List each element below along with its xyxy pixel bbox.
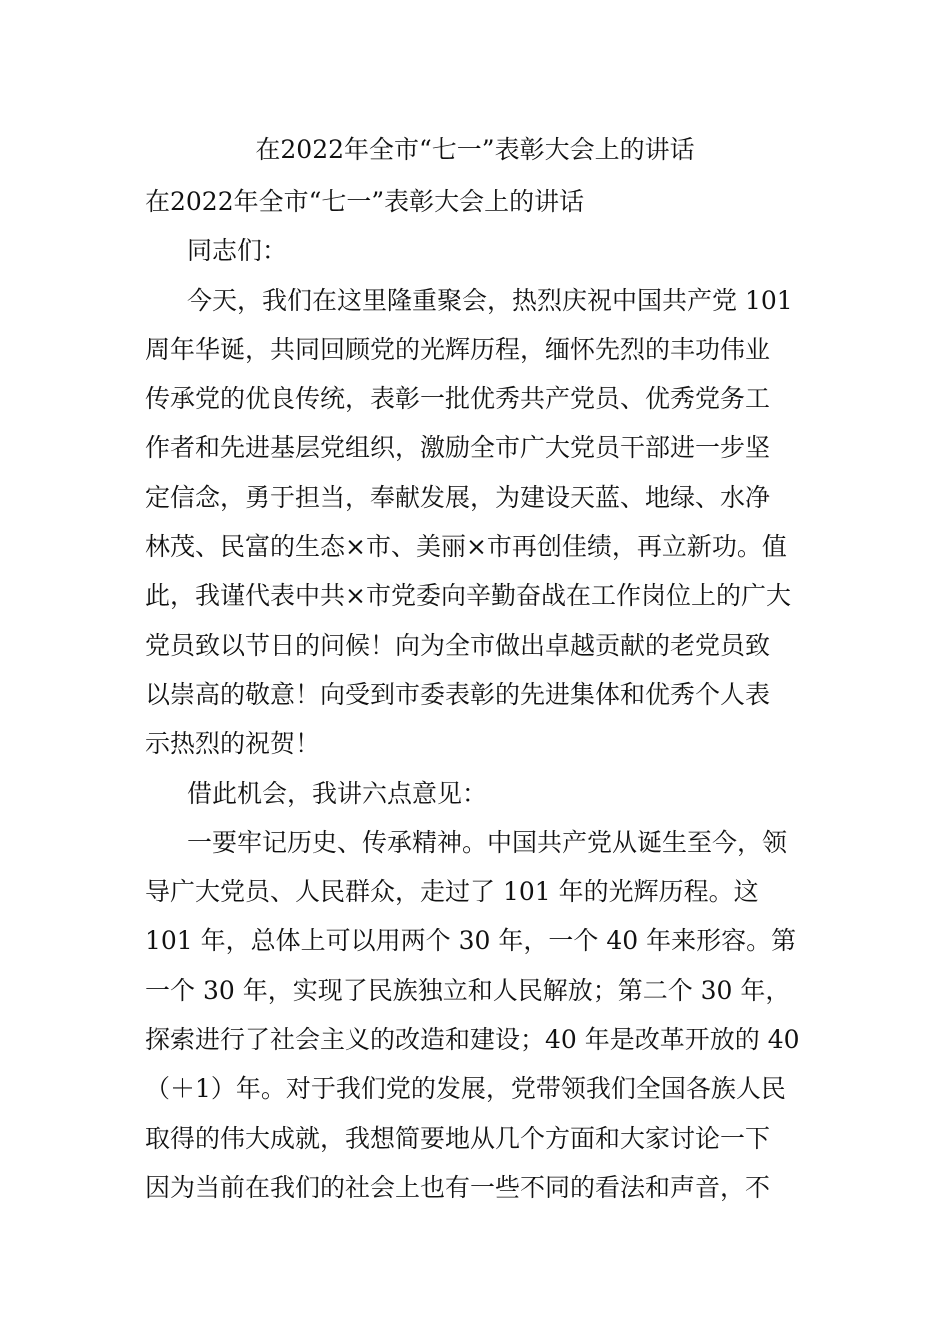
text-line: 以崇高的敬意！向受到市委表彰的先进集体和优秀个人表 xyxy=(145,679,771,709)
text-line: 今天，我们在这里隆重聚会，热烈庆祝中国共产党 101 xyxy=(187,285,793,315)
text-line: 作者和先进基层党组织，激励全市广大党员干部进一步坚 xyxy=(145,433,771,463)
text-line: 林茂、民富的生态×市、美丽×市再创佳绩，再立新功。值 xyxy=(145,532,787,562)
text-line: 一个 30 年，实现了民族独立和人民解放；第二个 30 年， xyxy=(145,975,791,1005)
text-line: 同志们： xyxy=(187,236,288,266)
text-line: 示热烈的祝贺！ xyxy=(145,729,321,759)
text-line: 一要牢记历史、传承精神。中国共产党从诞生至今，领 xyxy=(187,827,788,857)
text-line: 定信念，勇于担当，奉献发展，为建设天蓝、地绿、水净 xyxy=(145,482,771,512)
text-line: 在2022年全市“七一”表彰大会上的讲话 xyxy=(145,187,585,216)
text-line: 借此机会，我讲六点意见： xyxy=(187,778,488,808)
text-line: 周年华诞，共同回顾党的光辉历程，缅怀先烈的丰功伟业 xyxy=(145,334,771,364)
text-line: 探索进行了社会主义的改造和建设；40 年是改革开放的 40 xyxy=(145,1025,800,1055)
text-line: 取得的伟大成就，我想简要地从几个方面和大家讨论一下 xyxy=(145,1123,771,1153)
text-line: 此，我谨代表中共×市党委向辛勤奋战在工作岗位上的广大 xyxy=(145,581,791,611)
document-body xyxy=(145,177,807,1212)
text-line: （＋1）年。对于我们党的发展，党带领我们全国各族人民 xyxy=(145,1074,786,1104)
text-line: 传承党的优良传统，表彰一批优秀共产党员、优秀党务工 xyxy=(145,384,771,414)
text-line: 因为当前在我们的社会上也有一些不同的看法和声音，不 xyxy=(145,1172,771,1202)
document-title: 在2022年全市“七一”表彰大会上的讲话 xyxy=(255,135,695,164)
text-line: 党员致以节日的问候！向为全市做出卓越贡献的老党员致 xyxy=(145,630,771,660)
text-line: 101 年，总体上可以用两个 30 年，一个 40 年来形容。第 xyxy=(145,926,797,956)
text-line: 导广大党员、人民群众，走过了 101 年的光辉历程。这 xyxy=(145,877,759,907)
